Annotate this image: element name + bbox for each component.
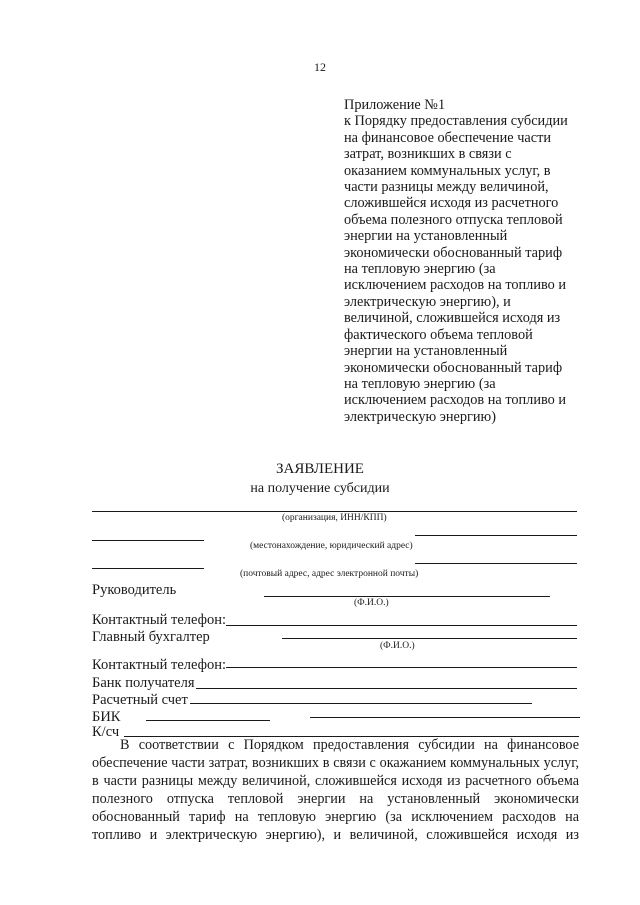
appendix-line: величиной, сложившейся исходя из xyxy=(344,310,561,327)
chief-accountant-fio-caption: (Ф.И.О.) xyxy=(380,641,415,651)
postal-caption: (почтовый адрес, адрес электронной почты) xyxy=(240,569,419,579)
account-label: Расчетный счет xyxy=(92,692,188,708)
organization-field[interactable] xyxy=(92,511,577,512)
paragraph-line: В соответствии с Порядком предоставления субсидии на финансовое xyxy=(120,737,579,753)
appendix-line: на тепловую энергию (за xyxy=(344,261,496,278)
phone2-label: Контактный телефон: xyxy=(92,657,227,673)
location-field-right[interactable] xyxy=(415,535,577,536)
chief-accountant-fio-field[interactable] xyxy=(282,638,577,639)
appendix-line: на тепловую энергию (за xyxy=(344,375,496,392)
postal-field-right[interactable] xyxy=(415,563,577,564)
bik-field-right[interactable] xyxy=(310,717,580,718)
account-field[interactable] xyxy=(190,703,532,704)
appendix-line: на финансовое обеспечение части xyxy=(344,129,551,146)
appendix-line: электрическую энергию), и xyxy=(344,293,511,310)
appendix-line: исключением расходов на топливо и xyxy=(344,392,566,409)
paragraph-line: полезного отпуска тепловой энергии на установленный экономически xyxy=(92,791,579,807)
appendix-line: к Порядку предоставления субсидии xyxy=(344,113,568,130)
form-subtitle: на получение субсидии xyxy=(250,481,390,496)
appendix-line: сложившейся исходя из расчетного xyxy=(344,195,559,212)
appendix-line: объема полезного отпуска тепловой xyxy=(344,211,563,228)
bank-label: Банк получателя xyxy=(92,675,195,691)
paragraph-line: топливо и электрическую энергию), и величиной, сложившейся исходя из xyxy=(92,827,579,843)
corr-account-label: К/сч xyxy=(92,724,120,740)
location-caption: (местонахождение, юридический адрес) xyxy=(250,541,413,551)
organization-caption: (организация, ИНН/КПП) xyxy=(282,513,387,523)
chief-accountant-label: Главный бухгалтер xyxy=(92,629,210,645)
appendix-line: затрат, возникших в связи с xyxy=(344,146,512,163)
phone1-label: Контактный телефон: xyxy=(92,612,227,628)
paragraph-line: в части разницы между величиной, сложившейся исходя из расчетного объема xyxy=(92,773,579,789)
statement-paragraph xyxy=(92,736,579,844)
bik-label: БИК xyxy=(92,709,121,725)
head-fio-caption: (Ф.И.О.) xyxy=(354,598,389,608)
appendix-line: энергии на установленный xyxy=(344,228,508,245)
appendix-line: части разницы между величиной, xyxy=(344,179,549,196)
bik-field-left[interactable] xyxy=(146,720,270,721)
phone2-field[interactable] xyxy=(226,667,577,668)
head-label: Руководитель xyxy=(92,582,177,598)
paragraph-line: обоснованный тариф на тепловую энергию (за исключением расходов на xyxy=(92,809,579,825)
postal-field-left[interactable] xyxy=(92,568,204,569)
appendix-line: фактического объема тепловой xyxy=(344,326,533,343)
appendix-line: оказанием коммунальных услуг, в xyxy=(344,162,551,179)
head-fio-field[interactable] xyxy=(264,596,550,597)
appendix-line: электрическую энергию) xyxy=(344,408,496,425)
appendix-line: экономически обоснованный тариф xyxy=(344,244,563,261)
page-number: 12 xyxy=(314,60,326,74)
appendix-header xyxy=(344,97,594,425)
appendix-line: Приложение №1 xyxy=(344,97,446,113)
phone1-field[interactable] xyxy=(226,625,577,626)
appendix-line: исключением расходов на топливо и xyxy=(344,277,566,294)
appendix-line: экономически обоснованный тариф xyxy=(344,359,563,376)
location-field-left[interactable] xyxy=(92,540,204,541)
form-title: ЗАЯВЛЕНИЕ xyxy=(276,461,364,477)
bank-field[interactable] xyxy=(196,688,577,689)
paragraph-line: обеспечение части затрат, возникших в связи с окажанием коммунальных услуг, xyxy=(92,755,579,771)
appendix-line: энергии на установленный xyxy=(344,343,508,360)
